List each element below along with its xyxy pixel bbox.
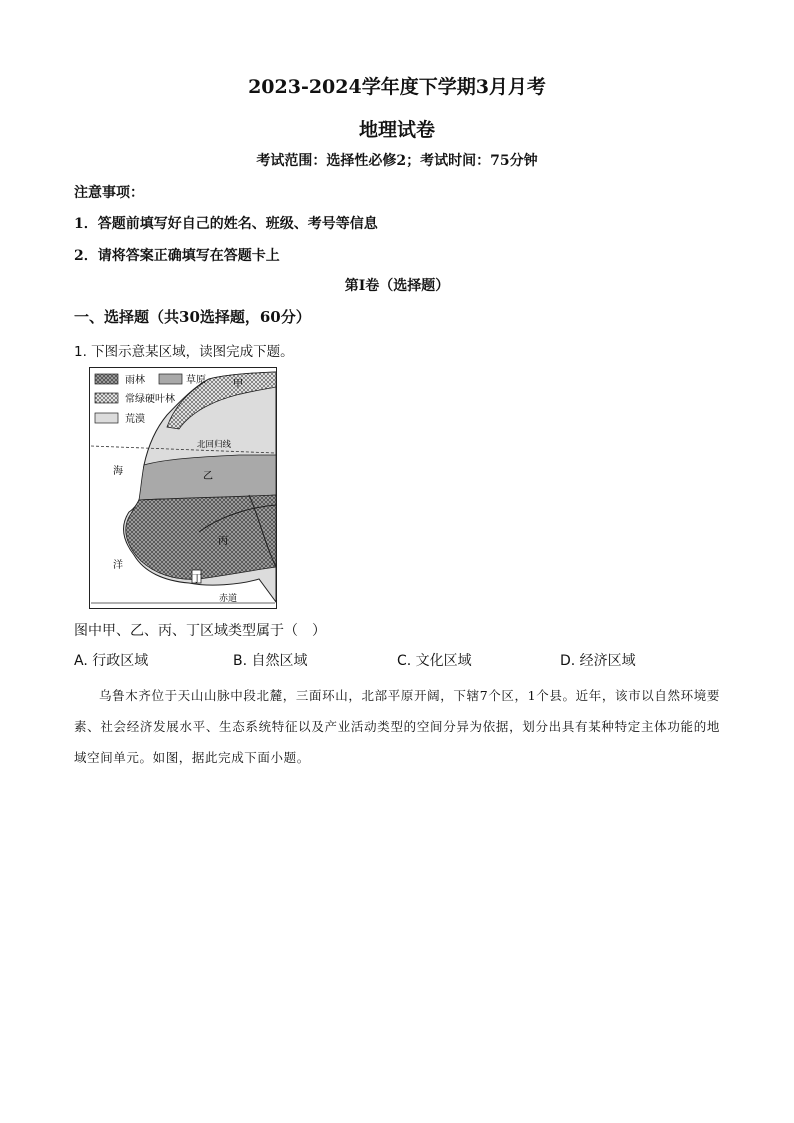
note-item-1: 1．答题前填写好自己的姓名、班级、考号等信息 [74, 216, 378, 232]
option-b[interactable]: B. 自然区域 [233, 653, 308, 669]
section-heading: 第I卷（选择题） [344, 278, 450, 294]
option-a[interactable]: A. 行政区域 [74, 653, 149, 669]
label-yi: 乙 [203, 471, 213, 482]
legend-rainforest: 雨林 [125, 375, 145, 386]
label-ding: 丁 [192, 574, 202, 585]
legend-sclerophyll: 常绿硬叶林 [125, 394, 175, 405]
label-yang: 洋 [113, 560, 123, 571]
label-jia: 甲 [233, 379, 243, 390]
label-tropic: 北回归线 [197, 440, 232, 450]
exam-title: 2023-2024学年度下学期3月月考 [248, 76, 546, 98]
label-bing: 丙 [218, 536, 228, 547]
part-heading: 一、选择题（共30选择题，60分） [74, 308, 311, 326]
option-c[interactable]: C. 文化区域 [397, 653, 472, 669]
exam-subject: 地理试卷 [358, 119, 435, 141]
note-item-2: 2．请将答案正确填写在答题卡上 [74, 248, 280, 264]
question-1-prompt: 1. 下图示意某区域，读图完成下题。 [74, 344, 294, 360]
label-equator: 赤道 [219, 594, 238, 604]
option-d[interactable]: D. 经济区域 [560, 653, 636, 669]
region-map [89, 367, 277, 609]
question-1-stem: 图中甲、乙、丙、丁区域类型属于（ ） [74, 623, 326, 639]
legend-desert: 荒漠 [125, 414, 145, 425]
passage-text: 乌鲁木齐位于天山山脉中段北麓，三面环山，北部平原开阔，下辖7个区，1个县。近年，该市以自然环境要素、社会经济发展水平、生态系统特征以及产业活动类型的空间分异为依据，划分出具有某种特定主体功能的地域空间单元。如图，据此完成下面小题。 [74, 688, 720, 765]
exam-scope: 考试范围：选择性必修2；考试时间：75分钟 [256, 153, 538, 169]
legend-grassland: 草原 [186, 375, 206, 386]
label-hai: 海 [113, 466, 123, 477]
notes-heading: 注意事项： [74, 185, 144, 201]
